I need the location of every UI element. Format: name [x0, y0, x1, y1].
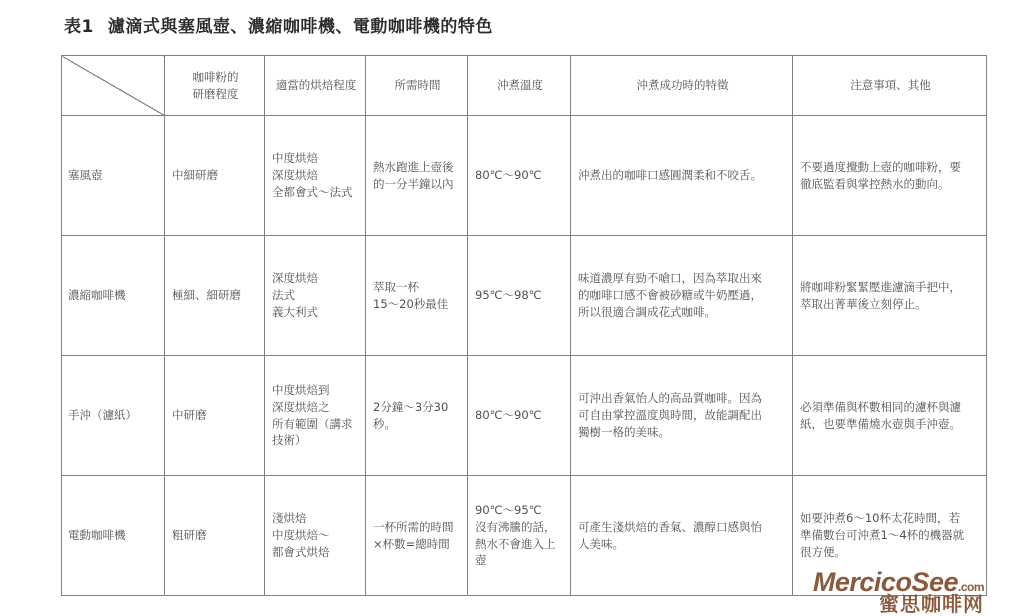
header-notes: 注意事項、其他	[793, 56, 987, 116]
watermark-chinese: 蜜思咖啡网	[879, 592, 984, 616]
time-cell: 一杯所需的時間 ×杯數=總時間	[366, 476, 468, 596]
method-cell: 濃縮咖啡機	[62, 236, 165, 356]
header-roast: 適當的烘焙程度	[265, 56, 366, 116]
grind-cell: 粗研磨	[165, 476, 265, 596]
feature-cell: 沖煮出的咖啡口感圓潤柔和不咬舌。	[571, 116, 793, 236]
roast-cell: 中度烘焙到 深度烘焙之 所有範圍（講求 技術）	[265, 356, 366, 476]
time-cell: 萃取一杯 15～20秒最佳	[366, 236, 468, 356]
corner-cell	[62, 56, 165, 116]
site-watermark	[813, 569, 984, 614]
grind-cell: 中細研磨	[165, 116, 265, 236]
notes-cell: 將咖啡粉緊緊壓進濾滴手把中， 萃取出菁華後立刻停止。	[793, 236, 987, 356]
table-row	[62, 116, 987, 236]
notes-cell: 必須準備與杯數相同的濾杯與濾 紙，也要準備燒水壺與手沖壺。	[793, 356, 987, 476]
notes-cell: 如要沖煮6～10杯太花時間，若 準備數台可沖煮1～4杯的機器就 很方便。	[793, 476, 987, 596]
feature-cell: 味道濃厚有勁不嗆口，因為萃取出來 的咖啡口感不會被砂糖或牛奶壓過， 所以很適合調成花式咖啡。	[571, 236, 793, 356]
grind-cell: 極細、細研磨	[165, 236, 265, 356]
watermark-domain: .com	[957, 580, 984, 594]
temp-cell: 95℃～98℃	[468, 236, 571, 356]
feature-cell: 可產生淺烘焙的香氣、濃醇口感與怡 人美味。	[571, 476, 793, 596]
table-row	[62, 356, 987, 476]
header-feature: 沖煮成功時的特徵	[571, 56, 793, 116]
method-cell: 手沖（濾紙）	[62, 356, 165, 476]
table-title	[64, 12, 493, 37]
time-cell: 熱水跑進上壺後 的一分半鐘以內	[366, 116, 468, 236]
temp-cell: 80℃～90℃	[468, 356, 571, 476]
method-cell: 電動咖啡機	[62, 476, 165, 596]
roast-cell: 中度烘焙 深度烘焙 全都會式～法式	[265, 116, 366, 236]
table-number: 表1	[64, 17, 94, 37]
temp-cell: 90℃～95℃ 沒有沸騰的話， 熱水不會進入上 壺	[468, 476, 571, 596]
method-cell: 塞風壺	[62, 116, 165, 236]
header-row	[62, 56, 987, 116]
grind-cell: 中研磨	[165, 356, 265, 476]
feature-cell: 可沖出香氣怡人的高品質咖啡。因為 可自由掌控溫度與時間，故能調配出 獨樹一格的美味。	[571, 356, 793, 476]
roast-cell: 深度烘焙 法式 義大利式	[265, 236, 366, 356]
time-cell: 2分鐘～3分30 秒。	[366, 356, 468, 476]
watermark-brand: MercicoSee	[812, 567, 958, 597]
comparison-table	[61, 55, 987, 596]
notes-cell: 不要過度攪動上壺的咖啡粉，要 徹底監看與掌控熱水的動向。	[793, 116, 987, 236]
temp-cell: 80℃～90℃	[468, 116, 571, 236]
header-time: 所需時間	[366, 56, 468, 116]
roast-cell: 淺烘焙 中度烘焙～ 都會式烘焙	[265, 476, 366, 596]
header-grind: 咖啡粉的 研磨程度	[165, 56, 265, 116]
header-temp: 沖煮溫度	[468, 56, 571, 116]
table-caption: 濾滴式與塞風壺、濃縮咖啡機、電動咖啡機的特色	[107, 17, 493, 37]
table-row	[62, 236, 987, 356]
